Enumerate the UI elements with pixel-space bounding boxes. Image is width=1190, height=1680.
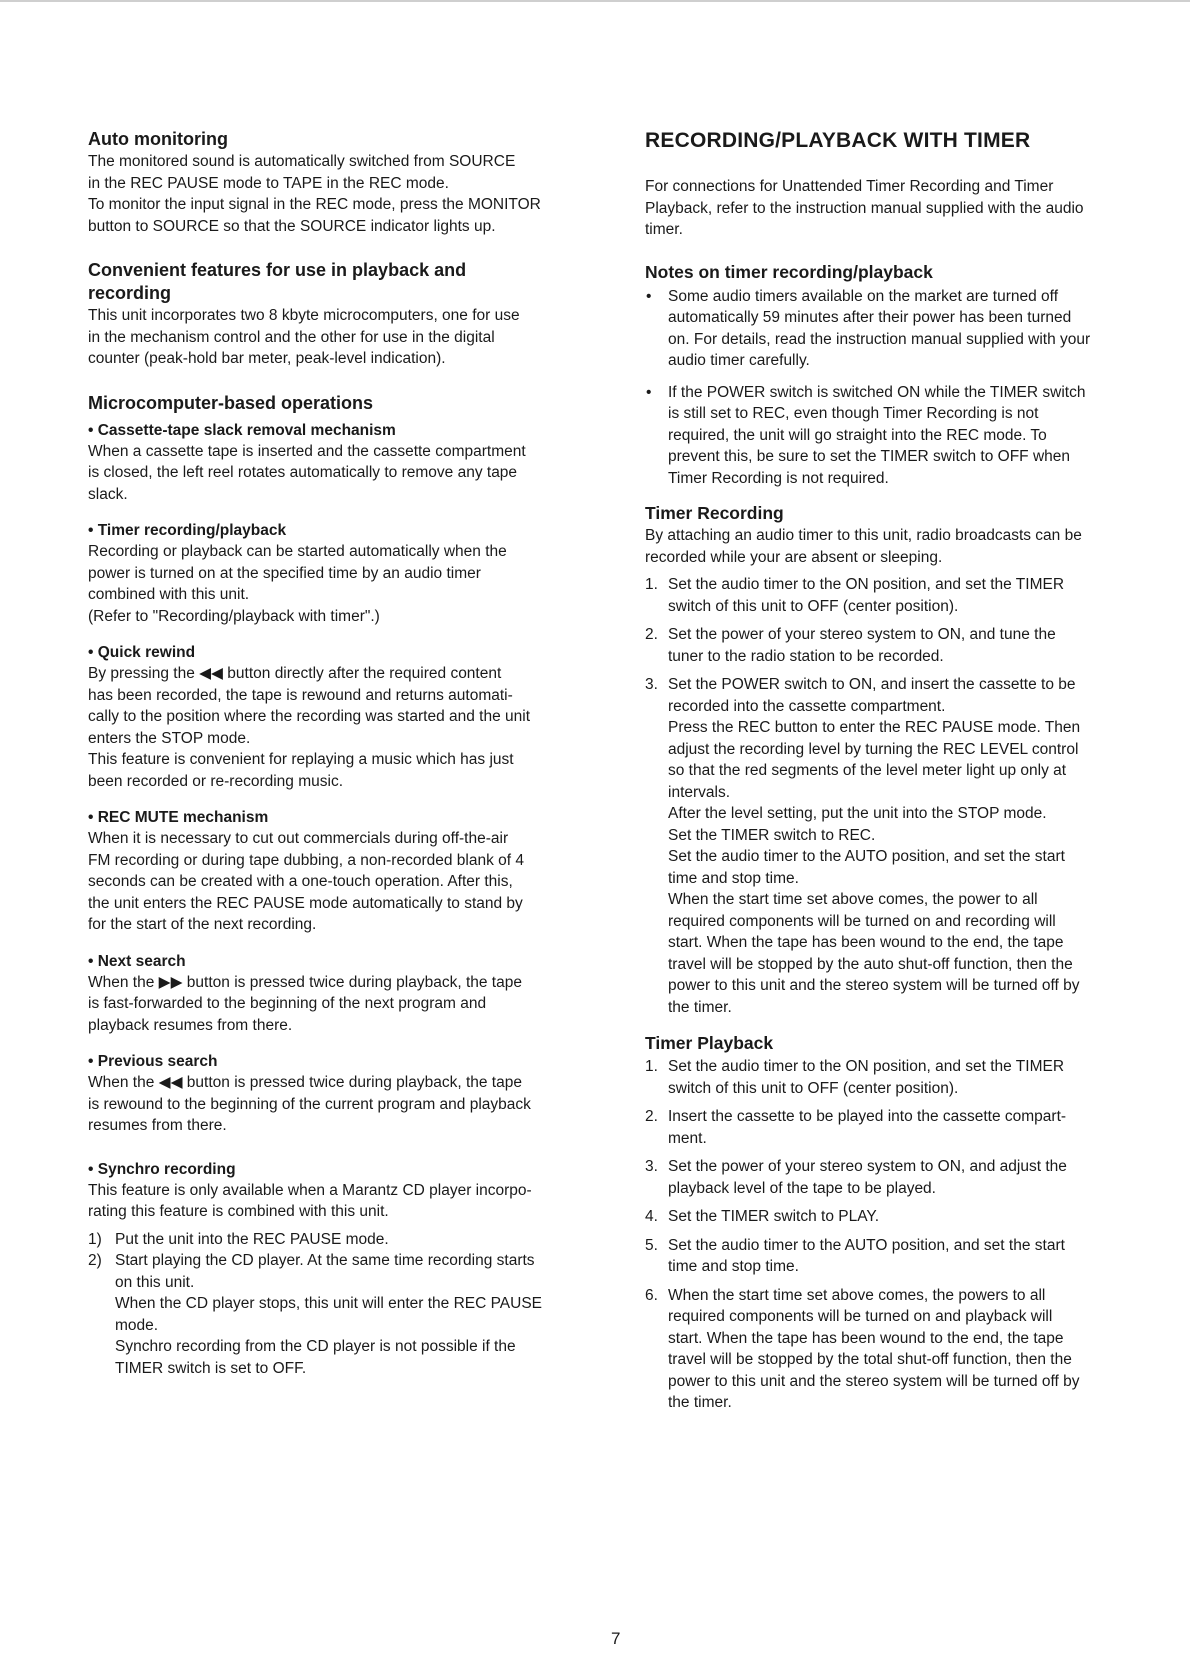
list-item [645, 382, 1137, 490]
text-line: When the CD player stops, this unit will enter the REC PAUSE [115, 1295, 542, 1312]
text-line: Set the TIMER switch to REC. [668, 826, 876, 844]
timer-recording-heading: Timer Recording [645, 503, 784, 523]
text-line: When it is necessary to cut out commercials during off-the-air [88, 830, 509, 847]
text-line: is rewound to the beginning of the current program and playback [88, 1095, 531, 1113]
notes-list [645, 286, 1137, 490]
list-item [645, 674, 1137, 1018]
convenient-features-section [88, 259, 593, 370]
text-line: rating this feature is combined with this unit. [88, 1203, 389, 1220]
text-line: so that the red segments of the level meter light up only at [668, 762, 1067, 779]
text-line: When the ◀◀ button is pressed twice during playback, the tape [88, 1074, 522, 1091]
text-line: This unit incorporates two 8 kbyte microcomputers, one for use [88, 307, 520, 324]
text-line: Set the audio timer to the AUTO position, and set the start [668, 848, 1065, 865]
synchro-recording-heading: • Synchro recording [88, 1160, 236, 1178]
text-line: on this unit. [115, 1273, 195, 1291]
list-item [645, 286, 1137, 372]
timer-recording-steps [645, 574, 1137, 1018]
step-number: 1. [645, 576, 658, 593]
convenient-heading-line2: recording [88, 283, 172, 303]
text-line: • If the POWER switch is switched ON while the TIMER switch [668, 383, 1086, 401]
text-line: timer. [645, 221, 683, 238]
microcomputer-section [88, 392, 593, 1380]
step-number: 3. [645, 676, 658, 693]
text-line: Set the TIMER switch to PLAY. [668, 1208, 880, 1225]
text-line: combined with this unit. [88, 586, 250, 603]
text-line: prevent this, be sure to set the TIMER switch to OFF when [668, 448, 1071, 465]
text-line: When the start time set above comes, the power to all [668, 891, 1038, 908]
step-number: 5. [645, 1236, 658, 1254]
text-line: The monitored sound is automatically switched from SOURCE [88, 153, 516, 170]
list-item [645, 574, 1137, 617]
text-line: Insert the cassette to be played into the cassette compart- [668, 1108, 1067, 1125]
text-line: time and stop time. [668, 869, 799, 887]
text-line: (Refer to "Recording/playback with timer".) [88, 607, 380, 625]
text-line: recorded while your are absent or sleeping. [645, 548, 943, 566]
text-line: Timer Recording is not required. [668, 469, 889, 487]
timer-playback-heading: Timer Playback [645, 1033, 774, 1053]
notes-heading: Notes on timer recording/playback [645, 261, 933, 282]
text-line: cally to the position where the recording was started and the unit [88, 708, 531, 725]
text-line: time and stop time. [668, 1258, 799, 1275]
top-border [0, 0, 1190, 2]
text-line: Set the audio timer to the ON position, and set the TIMER [668, 576, 1065, 593]
text-line: Set the POWER switch to ON, and insert the cassette to be [668, 676, 1076, 693]
text-line: on. For details, read the instruction manual supplied with your [668, 330, 1091, 348]
text-line: For connections for Unattended Timer Recording and Timer [645, 178, 1054, 195]
text-line: travel will be stopped by the total shut-off function, then the [668, 1351, 1072, 1368]
text-line: recorded into the cassette compartment. [668, 697, 946, 715]
text-line: By attaching an audio timer to this unit, radio broadcasts can be [645, 527, 1082, 544]
left-column [88, 128, 593, 1379]
text-line: travel will be stopped by the auto shut-off function, then the [668, 955, 1073, 973]
text-line: Set the audio timer to the AUTO position, and set the start [668, 1236, 1065, 1254]
text-line: When the start time set above comes, the powers to all [668, 1286, 1046, 1304]
text-line: slack. [88, 485, 128, 503]
text-line: power is turned on at the specified time by an audio timer [88, 564, 481, 582]
text-line: adjust the recording level by turning the REC LEVEL control [668, 740, 1079, 758]
text-line: FM recording or during tape dubbing, a non-recorded blank of 4 [88, 851, 524, 869]
step-number: 2. [645, 1108, 658, 1125]
timer-recording-playback-heading: • Timer recording/playback [88, 522, 287, 539]
intro-paragraph [645, 176, 1137, 241]
step-number: 2) [88, 1252, 102, 1269]
text-line: the timer. [668, 1394, 732, 1411]
text-line: ment. [668, 1129, 707, 1147]
auto-monitoring-heading: Auto monitoring [88, 129, 228, 149]
text-line: This feature is convenient for replaying a music which has just [88, 751, 514, 768]
list-item [645, 1106, 1137, 1149]
text-line: power to this unit and the stereo system will be turned off by [668, 977, 1080, 994]
list-item [645, 1056, 1137, 1099]
text-line: in the mechanism control and the other for use in the digital [88, 328, 495, 346]
text-line: Press the REC button to enter the REC PAUSE mode. Then [668, 719, 1081, 736]
text-line: start. When the tape has been wound to the end, the tape [668, 1329, 1064, 1347]
text-line: switch of this unit to OFF (center position). [668, 1079, 959, 1097]
page-title: RECORDING/PLAYBACK WITH TIMER [645, 129, 1031, 152]
list-item [645, 1285, 1137, 1414]
text-line: Start playing the CD player. At the same time recording starts [115, 1252, 535, 1269]
cassette-slack-heading: • Cassette-tape slack removal mechanism [88, 421, 396, 439]
text-line: for the start of the next recording. [88, 916, 317, 933]
text-line: resumes from there. [88, 1117, 227, 1134]
list-item [645, 1156, 1137, 1199]
text-line: When a cassette tape is inserted and the cassette compartment [88, 442, 526, 460]
text-line: To monitor the input signal in the REC mode, press the MONITOR [88, 196, 541, 213]
text-line: audio timer carefully. [668, 352, 810, 369]
step-number: 4. [645, 1208, 658, 1225]
text-line: required, the unit will go straight into the REC mode. To [668, 426, 1047, 444]
text-line: is fast-forwarded to the beginning of the next program and [88, 995, 487, 1012]
text-line: is closed, the left reel rotates automatically to remove any tape [88, 464, 518, 481]
step-number: 1) [88, 1230, 102, 1248]
text-line: Recording or playback can be started automatically when the [88, 543, 507, 560]
step-number: 2. [645, 626, 658, 643]
text-line: enters the STOP mode. [88, 729, 251, 747]
text-line: seconds can be created with a one-touch operation. After this, [88, 873, 513, 890]
text-line: switch of this unit to OFF (center position). [668, 597, 959, 615]
list-item [645, 1235, 1137, 1278]
microcomputer-heading: Microcomputer-based operations [88, 392, 374, 413]
text-line: has been recorded, the tape is rewound and returns automati- [88, 686, 513, 704]
text-line: button to SOURCE so that the SOURCE indicator lights up. [88, 217, 496, 235]
rec-mute-heading: • REC MUTE mechanism [88, 809, 269, 826]
right-column [645, 128, 1137, 1421]
text-line: Set the audio timer to the ON position, and set the TIMER [668, 1058, 1065, 1075]
text-line: required components will be turned on and recording will [668, 912, 1056, 930]
next-search-heading: • Next search [88, 952, 186, 970]
timer-playback-steps [645, 1056, 1137, 1414]
text-line: Set the power of your stereo system to ON, and tune the [668, 626, 1056, 643]
list-item [88, 1250, 593, 1379]
text-line: TIMER switch is set to OFF. [115, 1359, 307, 1377]
page-number: 7 [611, 1629, 621, 1648]
text-line: is still set to REC, even though Timer Recording is not [668, 405, 1039, 422]
text-line: Synchro recording from the CD player is not possible if the [115, 1338, 516, 1355]
list-item [88, 1229, 593, 1251]
text-line: This feature is only available when a Marantz CD player incorpo- [88, 1181, 532, 1199]
step-number: 6. [645, 1286, 658, 1304]
text-line: After the level setting, put the unit into the STOP mode. [668, 805, 1047, 822]
list-item [645, 1206, 1137, 1228]
text-line: the timer. [668, 998, 732, 1016]
list-item [645, 624, 1137, 667]
text-line: start. When the tape has been wound to the end, the tape [668, 934, 1064, 951]
text-line: the unit enters the REC PAUSE mode automatically to stand by [88, 894, 523, 912]
convenient-heading-line1: Convenient features for use in playback and [88, 260, 467, 280]
text-line: When the ▶▶ button is pressed twice during playback, the tape [88, 973, 522, 991]
text-line: intervals. [668, 783, 731, 801]
text-line: counter (peak-hold bar meter, peak-level indication). [88, 350, 446, 367]
text-line: By pressing the ◀◀ button directly after the required content [88, 665, 502, 682]
text-line: playback level of the tape to be played. [668, 1179, 936, 1197]
text-line: Set the power of your stereo system to ON, and adjust the [668, 1158, 1067, 1175]
text-line: power to this unit and the stereo system will be turned off by [668, 1372, 1080, 1390]
step-number: 1. [645, 1058, 658, 1075]
text-line: Playback, refer to the instruction manual supplied with the audio [645, 199, 1084, 217]
text-line: in the REC PAUSE mode to TAPE in the REC mode. [88, 174, 449, 192]
previous-search-heading: • Previous search [88, 1053, 218, 1070]
step-number: 3. [645, 1158, 658, 1175]
auto-monitoring-section [88, 128, 593, 237]
text-line: playback resumes from there. [88, 1016, 293, 1034]
text-line: • Some audio timers available on the market are turned off [668, 287, 1059, 305]
text-line: been recorded or re-recording music. [88, 772, 344, 790]
text-line: required components will be turned on and playback will [668, 1308, 1053, 1325]
quick-rewind-heading: • Quick rewind [88, 644, 196, 661]
text-line: automatically 59 minutes after their power has been turned [668, 309, 1072, 326]
text-line: Put the unit into the REC PAUSE mode. [115, 1230, 389, 1248]
text-line: mode. [115, 1316, 159, 1334]
synchro-steps [88, 1229, 593, 1380]
text-line: tuner to the radio station to be recorded. [668, 647, 944, 665]
